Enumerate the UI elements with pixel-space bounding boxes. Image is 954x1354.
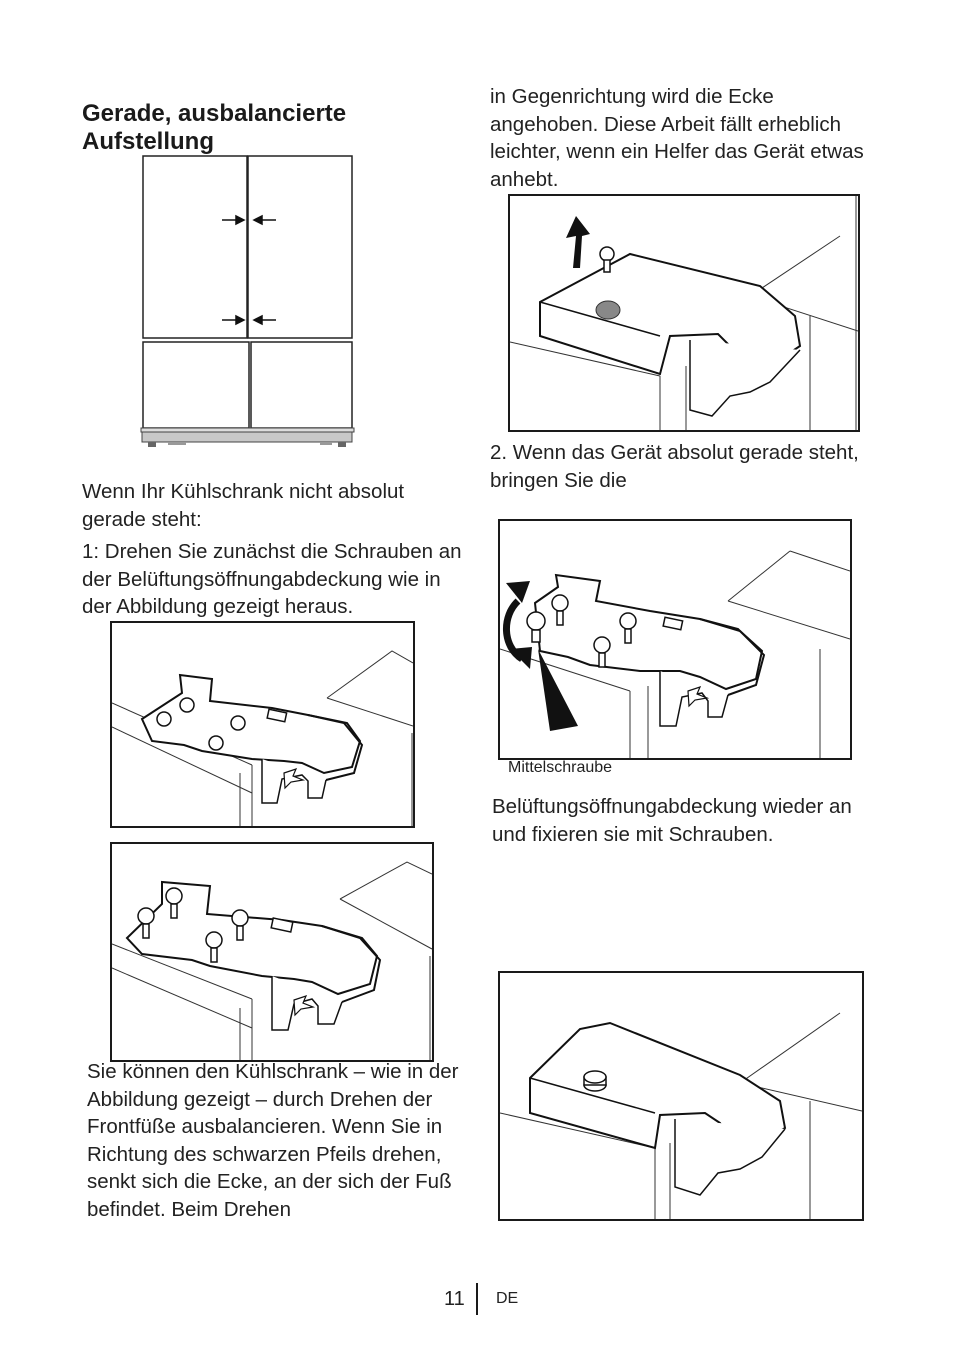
intro-text: Wenn Ihr Kühlschrank nicht absolut gerade steht: (82, 480, 405, 531)
step1-text: 1: Drehen Sie zunächst die Schrauben an der Belüftungsöffnungabdeckung wie in der Abbildung gezeigt heraus. (82, 540, 462, 618)
continued-text: in Gegenrichtung wird die Ecke angehoben. Diese Arbeit fällt erheblich leichter, wenn ein Helfer das Gerät etwas anhebt. (490, 85, 864, 191)
foot-lifted-figure (508, 194, 860, 432)
fridge-front-illustration (140, 154, 355, 454)
vent-cover-screws-figure (110, 621, 415, 828)
feet-adjust-text: Sie können den Kühlschrank – wie in der Abbildung gezeigt – durch Drehen der Frontfüße ausbalancieren. Wenn Sie in Richtung des schwarzen Pfeils drehen, senkt sich die Ecke, an der sich der Fuß befindet. Beim Drehen (87, 1060, 459, 1221)
page-number: 11 (444, 1288, 465, 1310)
step2-text-b: Belüftungsöffnungabdeckung wieder an und fixieren sie mit Schrauben. (492, 795, 852, 846)
section-title: Gerade, ausbalancierte Aufstellung (82, 100, 347, 155)
cover-mounted-figure (498, 971, 864, 1221)
language-code: DE (496, 1290, 519, 1307)
center-screw-label: Mittelschraube (508, 759, 613, 776)
step2-text-a: 2. Wenn das Gerät absolut gerade steht, bringen Sie die (490, 441, 859, 492)
footer-divider (476, 1283, 478, 1315)
center-screw-figure (498, 519, 852, 760)
vent-cover-screws-loosened-figure (110, 842, 434, 1062)
